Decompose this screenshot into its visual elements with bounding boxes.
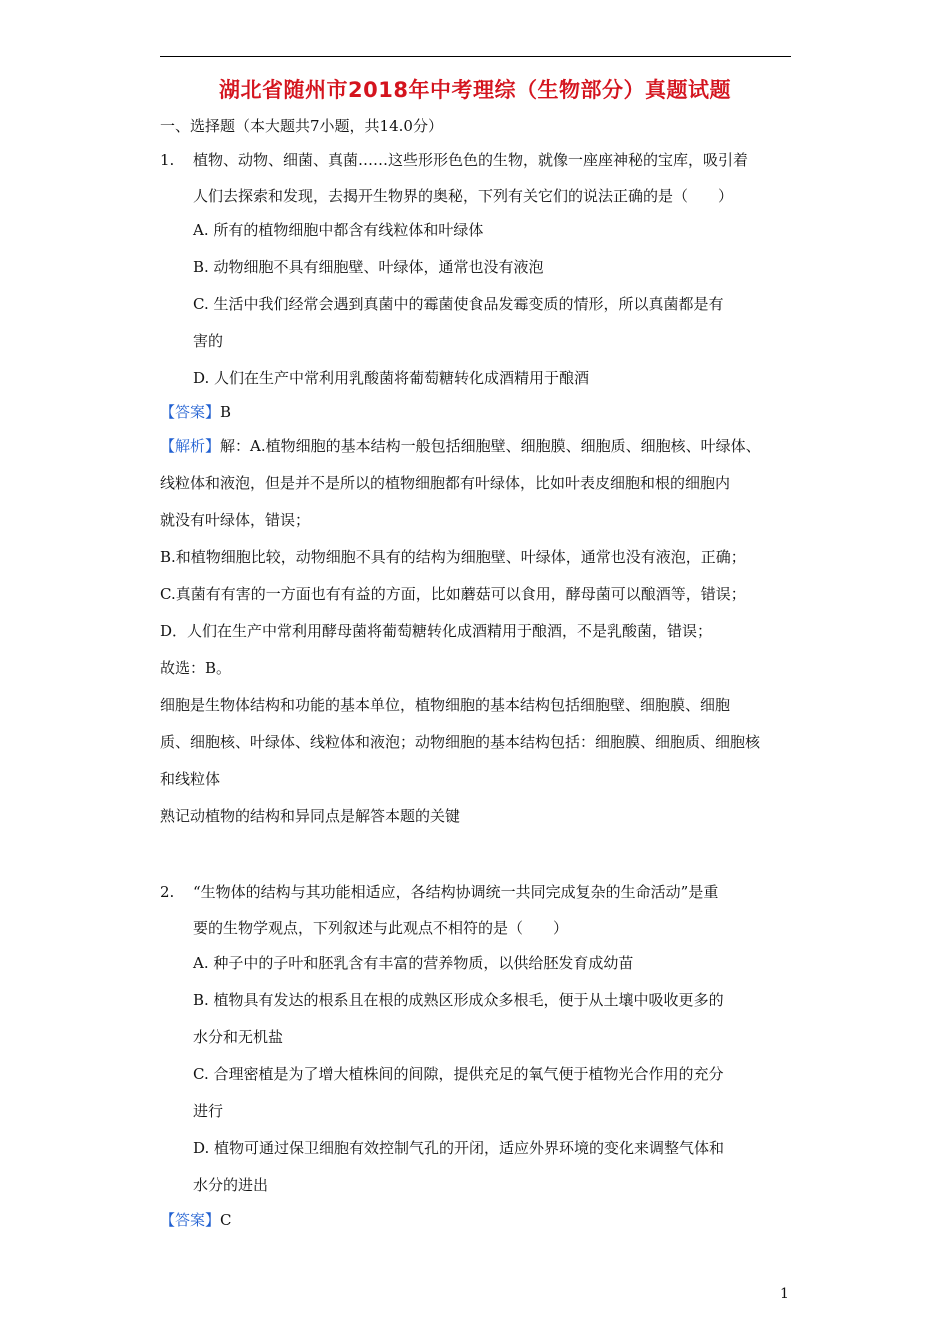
section-header: 一、选择题（本大题共7小题，共14.0分） <box>160 117 443 135</box>
question-2-number: 2. <box>160 883 175 901</box>
question-2-stem-line-1: “生物体的结构与其功能相适应，各结构协调统一共同完成复杂的生命活动”是重 <box>193 883 719 901</box>
answer-value: B <box>220 403 232 421</box>
question-2-option-a: A. 种子中的子叶和胚乳含有丰富的营养物质，以供给胚发育成幼苗 <box>193 954 634 972</box>
question-2-option-b-line-2: 水分和无机盐 <box>193 1028 284 1046</box>
answer-tag: 【答案】 <box>160 403 221 421</box>
question-1-analysis-d: D．人们在生产中常利用酵母菌将葡萄糖转化成酒精用于酿酒，不是乳酸菌，错误； <box>160 622 713 640</box>
question-2-option-d-line-1: D. 植物可通过保卫细胞有效控制气孔的开闭，适应外界环境的变化来调整气体和 <box>193 1139 725 1157</box>
question-1-analysis-c: C.真菌有有害的一方面也有有益的方面，比如蘑菇可以食用，酵母菌可以酿酒等，错误； <box>160 585 746 603</box>
question-2-option-d-line-2: 水分的进出 <box>193 1176 269 1194</box>
analysis-text: 解：A.植物细胞的基本结构一般包括细胞壁、细胞膜、细胞质、细胞核、叶绿体、 <box>220 437 761 455</box>
answer-tag: 【答案】 <box>160 1211 221 1229</box>
question-1-analysis-line-3: 就没有叶绿体，错误； <box>160 511 311 529</box>
question-1-analysis-line-1 <box>160 436 761 456</box>
analysis-tag: 【解析】 <box>160 437 221 455</box>
document-title: 湖北省随州市2018年中考理综（生物部分）真题试题 <box>219 78 731 102</box>
answer-value: C <box>220 1211 232 1229</box>
question-2-option-c-line-1: C. 合理密植是为了增大植株间的间隙，提供充足的氧气便于植物光合作用的充分 <box>193 1065 724 1083</box>
question-2-answer <box>160 1210 232 1230</box>
header-rule <box>160 56 791 57</box>
question-1-option-c-line-2: 害的 <box>193 332 224 350</box>
question-1-option-b: B. 动物细胞不具有细胞壁、叶绿体，通常也没有液泡 <box>193 258 544 276</box>
question-1-note-line-2: 质、细胞核、叶绿体、线粒体和液泡；动物细胞的基本结构包括：细胞膜、细胞质、细胞核 <box>160 733 761 751</box>
question-1-analysis-line-2: 线粒体和液泡，但是并不是所以的植物细胞都有叶绿体，比如叶表皮细胞和根的细胞内 <box>160 474 731 492</box>
question-1-number: 1. <box>160 151 175 169</box>
question-1-key-point: 熟记动植物的结构和异同点是解答本题的关键 <box>160 807 461 825</box>
question-2-option-c-line-2: 进行 <box>193 1102 224 1120</box>
question-1-analysis-b: B.和植物细胞比较，动物细胞不具有的结构为细胞壁、叶绿体，通常也没有液泡，正确； <box>160 548 746 566</box>
question-1-note-line-1: 细胞是生物体结构和功能的基本单位，植物细胞的基本结构包括细胞壁、细胞膜、细胞 <box>160 696 731 714</box>
question-2-stem-line-2: 要的生物学观点，下列叙述与此观点不相符的是（ ） <box>193 919 569 937</box>
question-2-option-b-line-1: B. 植物具有发达的根系且在根的成熟区形成众多根毛，便于从土壤中吸收更多的 <box>193 991 724 1009</box>
question-1-stem-line-2: 人们去探索和发现，去揭开生物界的奥秘，下列有关它们的说法正确的是（ ） <box>193 187 734 205</box>
question-1-option-c-line-1: C. 生活中我们经常会遇到真菌中的霉菌使食品发霉变质的情形，所以真菌都是有 <box>193 295 724 313</box>
question-1-choice: 故选：B。 <box>160 659 232 677</box>
question-1-note-line-3: 和线粒体 <box>160 770 221 788</box>
question-1-stem-line-1: 植物、动物、细菌、真菌……这些形形色色的生物，就像一座座神秘的宝库，吸引着 <box>193 151 749 169</box>
page-number: 1 <box>780 1286 789 1302</box>
question-1-option-d: D. 人们在生产中常利用乳酸菌将葡萄糖转化成酒精用于酿酒 <box>193 369 590 387</box>
question-1-answer <box>160 402 231 422</box>
question-1-option-a: A. 所有的植物细胞中都含有线粒体和叶绿体 <box>193 221 484 239</box>
